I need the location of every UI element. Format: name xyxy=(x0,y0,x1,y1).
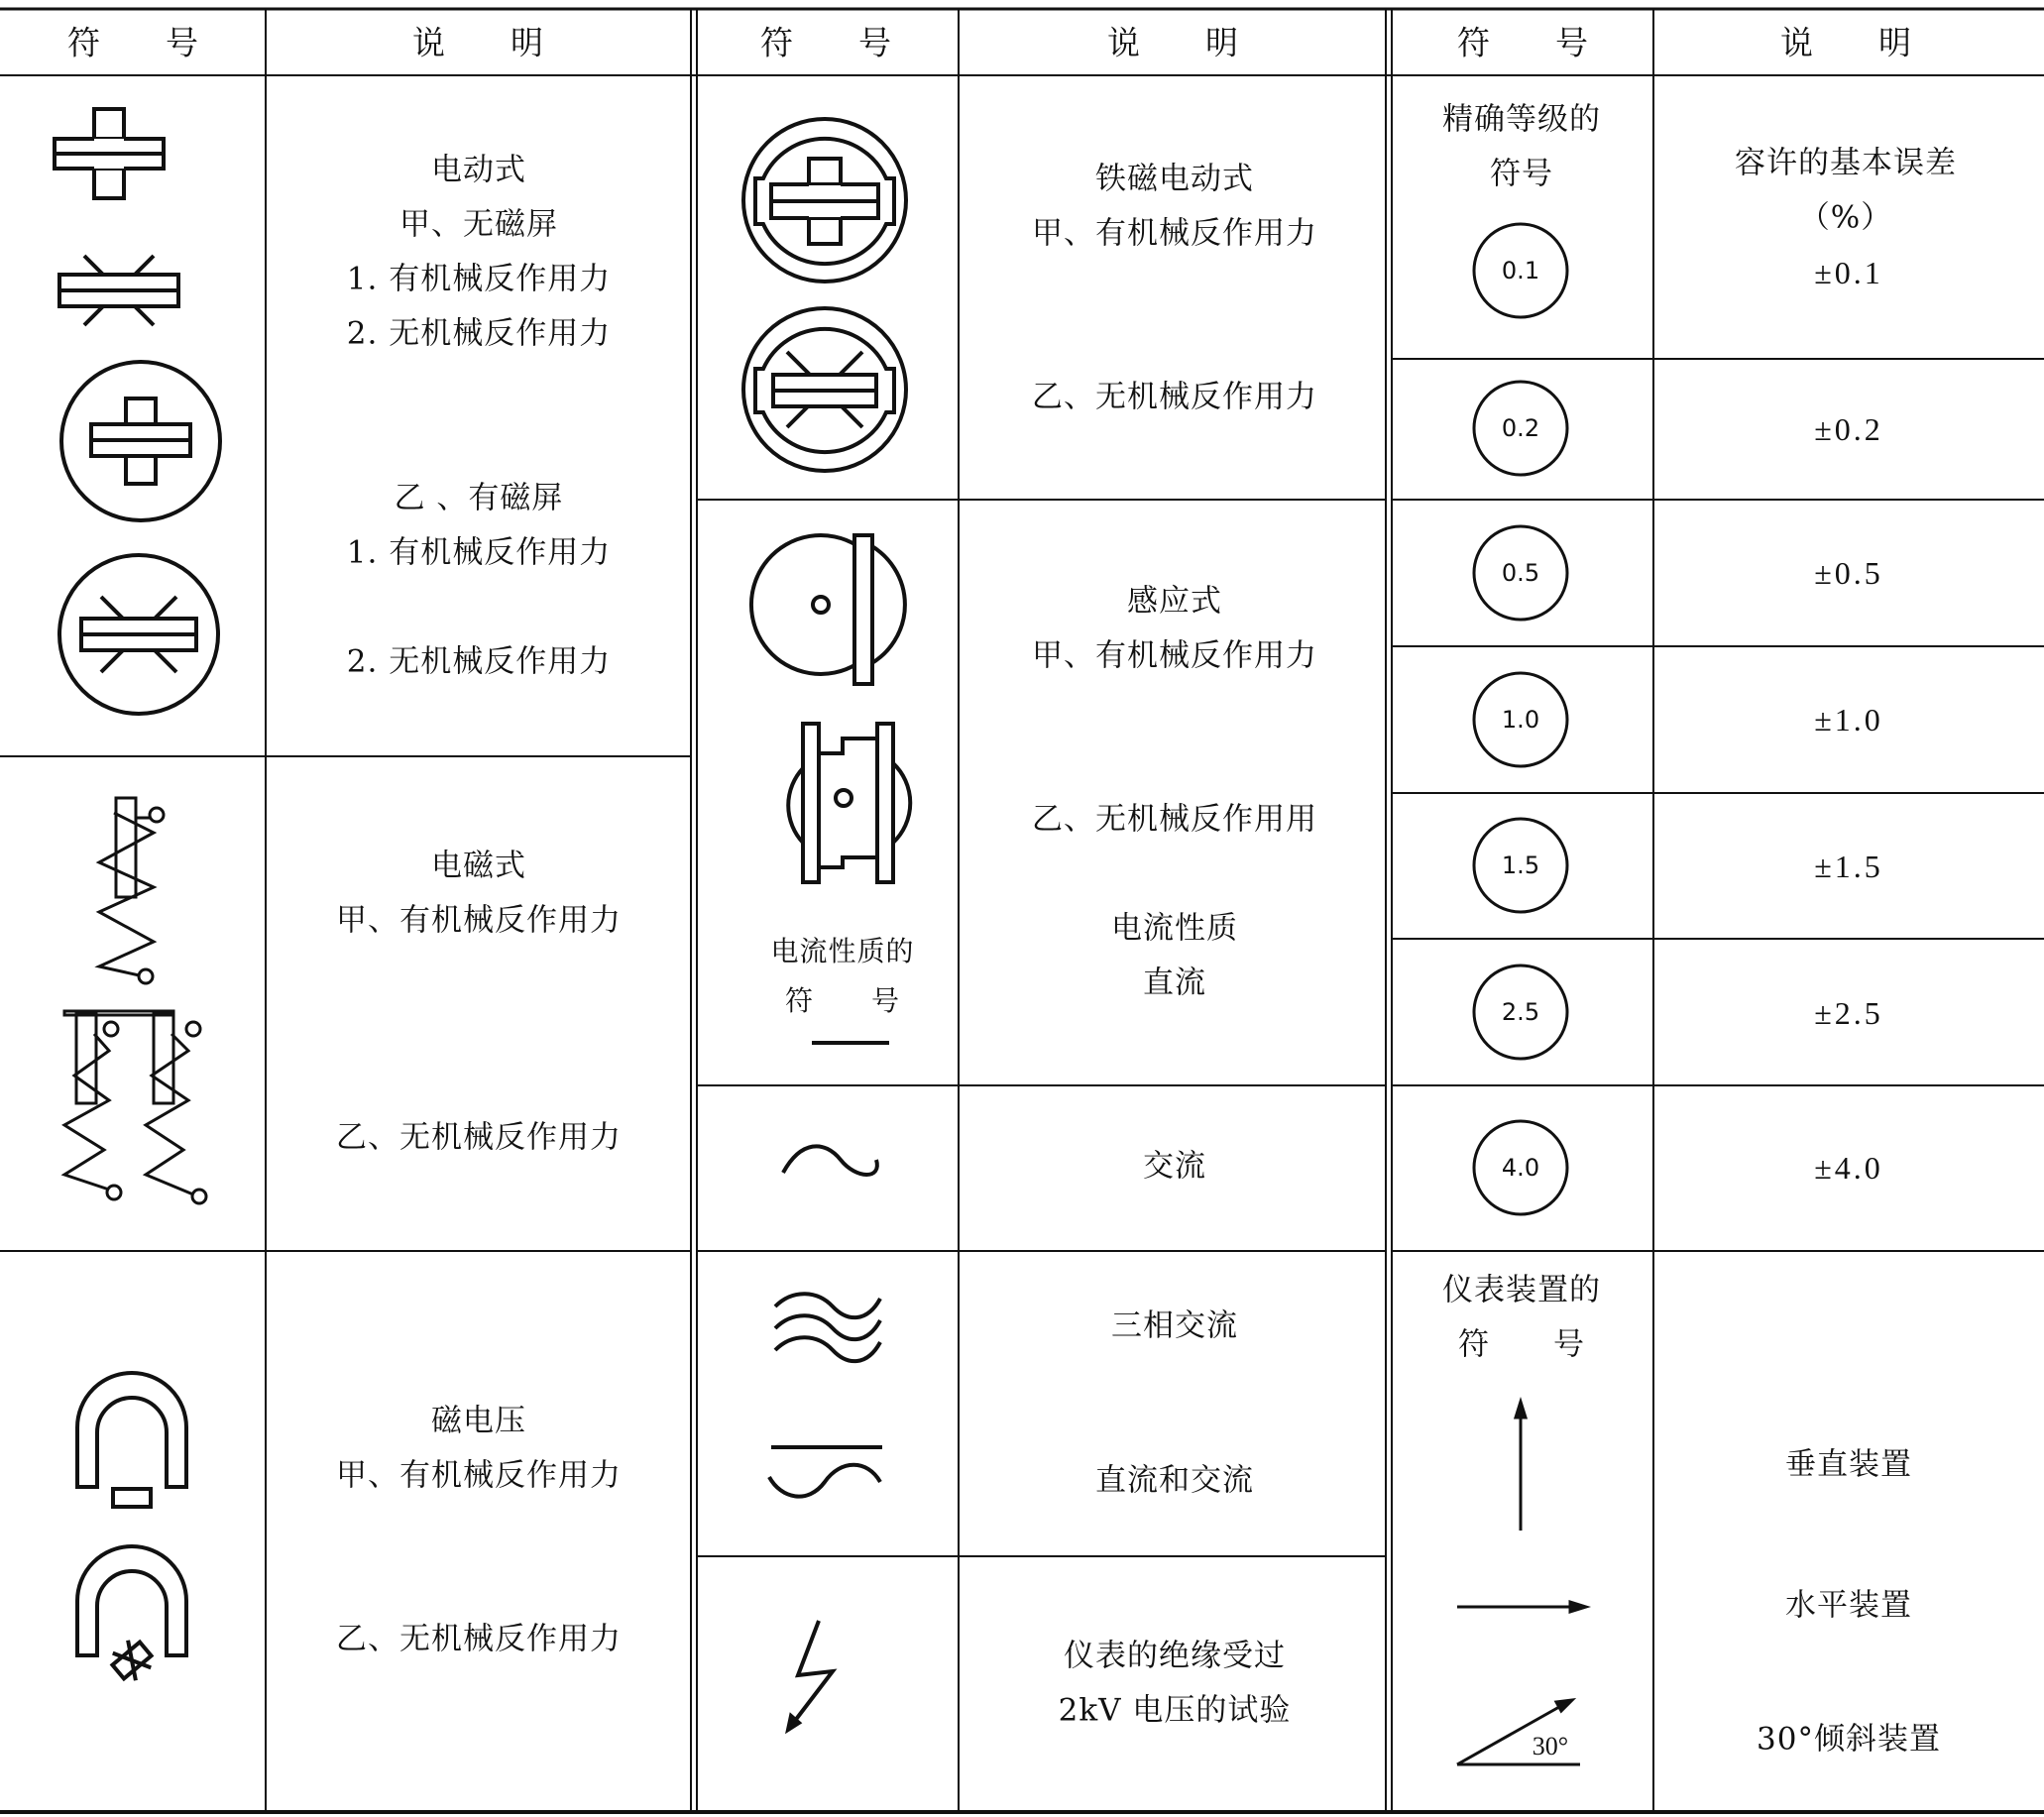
electrodynamic-a2: 2. 无机械反作用力 xyxy=(346,315,612,352)
magnetoelectric-symbols xyxy=(59,1358,208,1695)
electrodynamic-a: 甲、无磁屏 xyxy=(399,206,558,243)
tolerance-2.5: ±2.5 xyxy=(1814,995,1883,1031)
header-symbol-1: 符 号 xyxy=(67,23,198,62)
accuracy-symbol-label-2: 符号 xyxy=(1490,156,1553,192)
accuracy-symbol-2.5: 2.5 xyxy=(1501,998,1540,1026)
electrodynamic-symbols xyxy=(40,99,228,734)
tolerance-1.5: ±1.5 xyxy=(1814,849,1883,884)
header-symbol-2: 符 号 xyxy=(760,23,891,62)
electromagnetic-b: 乙、无机械反作用力 xyxy=(336,1119,622,1156)
inclined-mounting: 30°倾斜装置 xyxy=(1757,1721,1941,1758)
accuracy-circles xyxy=(1392,0,1653,1251)
tolerance-0.2: ±0.2 xyxy=(1814,411,1883,447)
mounting-symbol-label-1: 仪表装置的 xyxy=(1442,1272,1601,1308)
electrodynamic-b: 乙 、有磁屏 xyxy=(394,480,564,516)
header-symbol-3: 符 号 xyxy=(1457,23,1588,62)
tolerance-0.1: ±0.1 xyxy=(1814,255,1883,290)
mounting-symbols xyxy=(1392,1388,1653,1784)
angle-label: 30° xyxy=(1532,1732,1569,1760)
induction-a: 甲、有机械反作用力 xyxy=(1032,637,1317,674)
induction-symbols xyxy=(743,525,922,892)
header-description-3: 说 明 xyxy=(1780,23,1911,62)
insulation-description-1: 仪表的绝缘受过 xyxy=(1064,1638,1286,1674)
tolerance-1.0: ±1.0 xyxy=(1814,702,1883,738)
accuracy-symbol-0.1: 0.1 xyxy=(1501,257,1540,284)
electrodynamic-title: 电动式 xyxy=(431,152,526,188)
ac-symbol xyxy=(783,1146,877,1175)
ferrodynamic-symbols xyxy=(734,109,922,476)
magnetoelectric-a: 甲、有机械反作用力 xyxy=(336,1457,622,1494)
induction-title: 感应式 xyxy=(1127,583,1222,620)
accuracy-symbol-0.2: 0.2 xyxy=(1501,414,1540,442)
tolerance-label-1: 容许的基本误差 xyxy=(1735,145,1957,181)
ferrodynamic-b: 乙、无机械反作用力 xyxy=(1032,379,1317,415)
accuracy-symbol-4.0: 4.0 xyxy=(1501,1154,1540,1182)
magnetoelectric-b: 乙、无机械反作用力 xyxy=(336,1621,622,1657)
mounting-symbol-label-2: 符 号 xyxy=(1458,1326,1585,1363)
vertical-mounting: 垂直装置 xyxy=(1785,1446,1912,1483)
electrodynamic-b2: 2. 无机械反作用力 xyxy=(346,643,612,680)
tolerance-4.0: ±4.0 xyxy=(1814,1150,1883,1186)
electromagnetic-title: 电磁式 xyxy=(431,848,526,884)
current-type-symbols xyxy=(763,1279,912,1774)
electromagnetic-a: 甲、有机械反作用力 xyxy=(336,902,622,939)
header-description-2: 说 明 xyxy=(1107,23,1238,62)
induction-b: 乙、无机械反作用用 xyxy=(1032,801,1317,838)
accuracy-symbol-0.5: 0.5 xyxy=(1501,559,1540,587)
insulation-description-2: 2kV 电压的试验 xyxy=(1058,1692,1292,1729)
electrodynamic-a1: 1. 有机械反作用力 xyxy=(346,261,612,297)
current-symbols xyxy=(753,1021,932,1219)
current-nature-title: 电流性质 xyxy=(1111,910,1238,947)
accuracy-symbol-1.0: 1.0 xyxy=(1501,706,1540,734)
accuracy-symbol-1.5: 1.5 xyxy=(1501,852,1540,879)
header-description-1: 说 明 xyxy=(412,23,543,62)
dc-ac-description: 直流和交流 xyxy=(1095,1462,1254,1499)
electrodynamic-b1: 1. 有机械反作用力 xyxy=(346,534,612,571)
ferrodynamic-a: 甲、有机械反作用力 xyxy=(1032,215,1317,252)
current-symbol-label-2: 符 号 xyxy=(784,984,901,1017)
electromagnetic-symbols xyxy=(55,788,223,1214)
magnetoelectric-title: 磁电压 xyxy=(431,1403,526,1439)
ferrodynamic-title: 铁磁电动式 xyxy=(1095,161,1254,197)
horizontal-mounting: 水平装置 xyxy=(1785,1587,1912,1624)
current-nature-dc: 直流 xyxy=(1143,965,1206,1001)
tolerance-0.5: ±0.5 xyxy=(1814,555,1883,591)
accuracy-symbol-label-1: 精确等级的 xyxy=(1442,101,1601,138)
current-symbol-label-1: 电流性质的 xyxy=(770,935,915,967)
ac-description: 交流 xyxy=(1143,1148,1206,1185)
three-phase-description: 三相交流 xyxy=(1111,1307,1238,1344)
tolerance-label-2: （%） xyxy=(1798,199,1893,236)
